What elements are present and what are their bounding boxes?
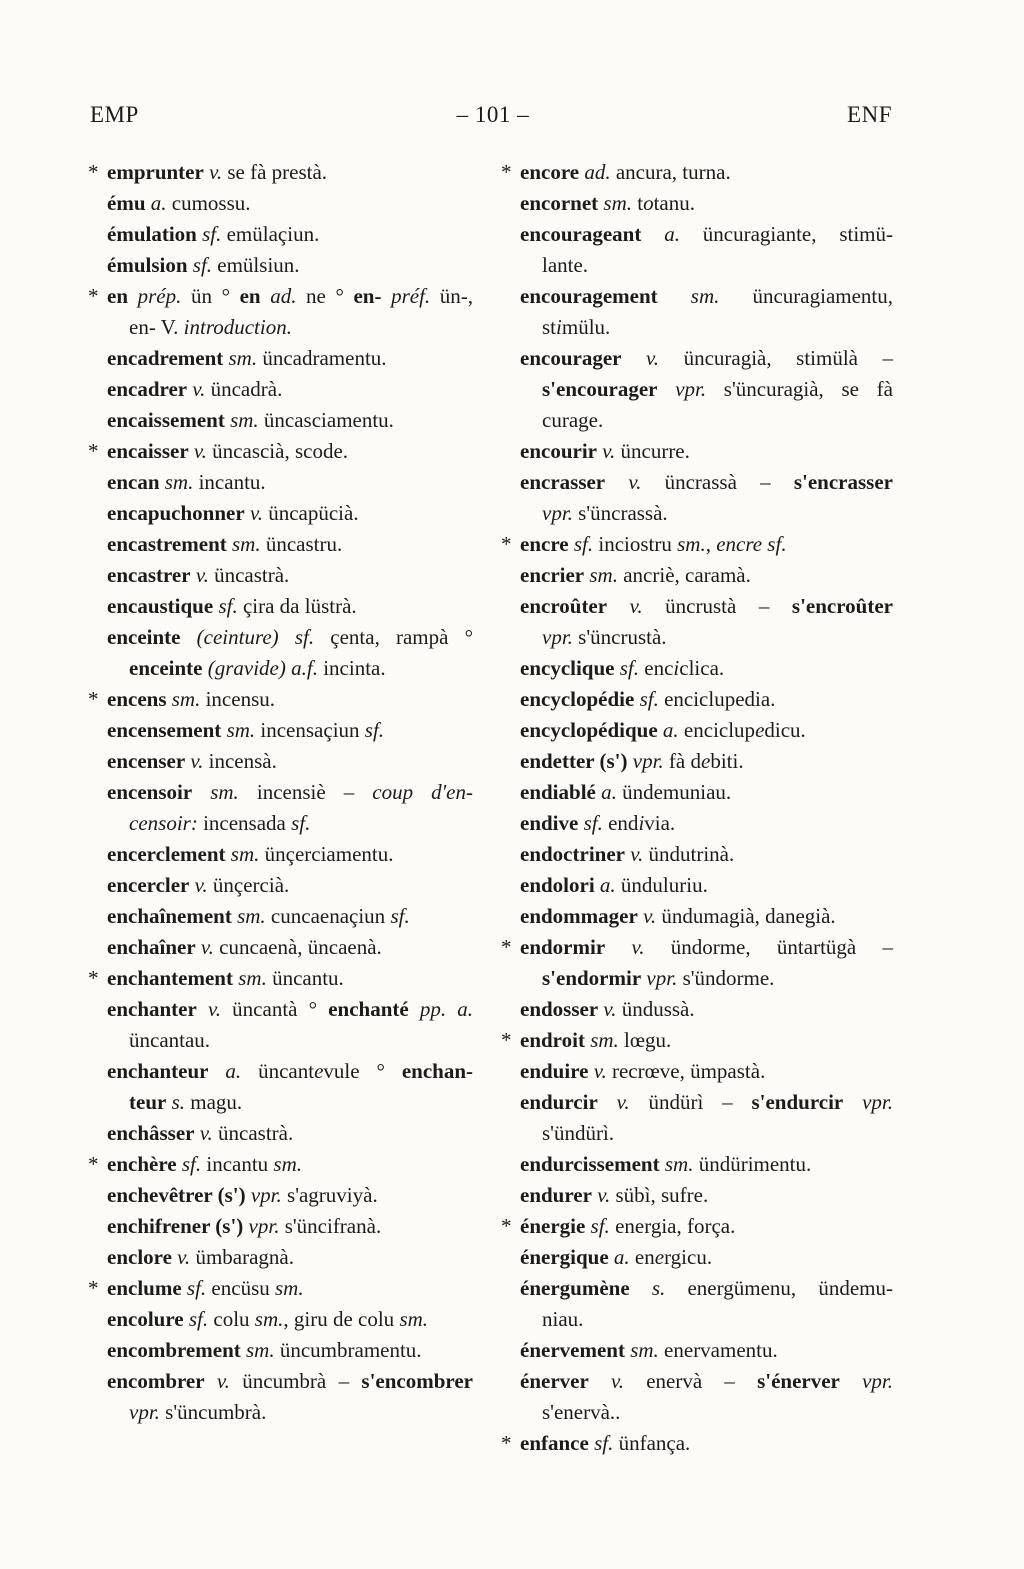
entry-line: enchanteur a. üncantevule ° enchan- [107,1059,473,1083]
dictionary-entry [88,1273,473,1304]
entry-line: encore ad. ancura, turna. [520,160,731,184]
entry-line: enchifrener (s') vpr. s'üncifranà. [107,1214,382,1238]
entry-line: encenser v. incensà. [107,749,277,773]
dictionary-entry [520,1087,893,1149]
dictionary-entry [520,343,893,436]
dictionary-entry [107,560,473,591]
dictionary-entry [107,839,473,870]
dictionary-entry [520,839,893,870]
dictionary-entry [520,994,893,1025]
page-number: – 101 – [456,102,530,127]
dictionary-entry [501,932,893,994]
entry-line: endosser v. ündussà. [520,997,695,1021]
dictionary-entry [520,1273,893,1335]
entry-line: encolure sf. colu sm., giru de colu sm. [107,1307,429,1331]
entry-line: enchaîner v. cuncaenà, üncaenà. [107,935,382,959]
entry-line: encrier sm. ancriè, caramà. [520,563,751,587]
right-column [501,157,894,1459]
dictionary-entry [107,1056,473,1118]
dictionary-entry [520,901,893,932]
entry-line: émulsion sf. emülsiun. [107,253,300,277]
asterisk-marker: * [501,532,512,556]
dictionary-entry [107,870,473,901]
dictionary-entry [107,932,473,963]
dictionary-entry [107,622,473,684]
asterisk-marker: * [501,1028,512,1052]
entry-line: encercler v. ünçercià. [107,873,290,897]
asterisk-marker: * [88,687,99,711]
dictionary-entry [107,467,473,498]
dictionary-entry [88,281,474,343]
entry-line: enduire v. recrœve, ümpastà. [520,1059,766,1083]
dictionary-entry [107,498,473,529]
entry-line: encadrer v. üncadrà. [107,377,283,401]
entry-line: curage. [542,408,604,432]
dictionary-entry [501,157,893,188]
dictionary-entry [107,250,473,281]
entry-line: encensement sm. incensaçiun sf. [107,718,385,742]
entry-line: enclume sf. encüsu sm. [107,1276,304,1300]
dictionary-entry [107,1180,473,1211]
dictionary-entry [88,684,473,715]
entry-line: censoir: incensada sf. [129,811,311,835]
entry-line: lante. [542,253,589,277]
entry-line: encan sm. incantu. [107,470,266,494]
entry-line: vpr. s'üncrassà. [542,501,668,525]
entry-line: endurer v. sübì, sufre. [520,1183,709,1207]
entry-line: énervement sm. enervamentu. [520,1338,778,1362]
entry-line: encaisser v. üncascià, scode. [107,439,349,463]
dictionary-entry [107,219,473,250]
dictionary-entry [520,870,893,901]
entry-line: vpr. s'üncrustà. [542,625,667,649]
entry-line: enclore v. ümbaragnà. [107,1245,294,1269]
entry-line: endiablé a. ündemuniau. [520,780,732,804]
dictionary-entry [107,374,473,405]
dictionary-entry [107,994,473,1056]
dictionary-entry [501,1025,893,1056]
entry-line: encourageant a. üncuragiante, stimü- [520,222,893,246]
dictionary-entry [107,529,473,560]
entry-line: s'endormir vpr. s'ündorme. [542,966,775,990]
dictionary-entry [520,653,893,684]
asterisk-marker: * [501,160,512,184]
entry-line: encens sm. incensu. [107,687,275,711]
entry-line: endurcir v. ündürì – s'endurcir vpr. [520,1090,894,1114]
entry-line: encyclopédique a. enciclupedicu. [520,718,806,742]
entry-line: enchaînement sm. cuncaenaçiun sf. [107,904,410,928]
entry-line: en- V. introduction. [129,315,292,339]
dictionary-entry [520,436,893,467]
entry-line: enceinte (ceinture) sf. çenta, rampà ° [107,625,474,649]
entry-line: endoctriner v. ündutrinà. [520,842,735,866]
dictionary-entry [520,1366,893,1428]
dictionary-entry [88,963,473,994]
entry-line: enchère sf. incantu sm. [107,1152,303,1176]
dictionary-entry [520,746,893,777]
entry-line: emprunter v. se fà prestà. [107,160,328,184]
dictionary-entry [520,1149,893,1180]
dictionary-entry [107,1242,473,1273]
dictionary-entry [520,1180,893,1211]
dictionary-entry [107,1366,473,1428]
entry-line: encre sf. inciostru sm., encre sf. [520,532,787,556]
entry-line: s'ündürì. [542,1121,615,1145]
dictionary-entry [107,188,473,219]
dictionary-entry [520,1335,893,1366]
dictionary-entry [88,157,473,188]
entry-line: vpr. s'üncumbrà. [129,1400,267,1424]
entry-line: encourager v. üncuragià, stimülà – [520,346,894,370]
dictionary-entry [107,591,473,622]
entry-line: enchevêtrer (s') vpr. s'agruviyà. [107,1183,378,1207]
dictionary-entry [520,281,893,343]
dictionary-entry [107,1335,473,1366]
entry-line: émulation sf. emülaçiun. [107,222,320,246]
entry-line: endurcissement sm. ündürimentu. [520,1152,812,1176]
dictionary-entry [107,343,473,374]
dictionary-entry [520,1056,893,1087]
entry-line: encadrement sm. üncadramentu. [107,346,387,370]
entry-line: endroit sm. lœgu. [520,1028,672,1052]
dictionary-entry [107,1304,473,1335]
entry-line: encouragement sm. üncuragiamentu, [520,284,894,308]
entry-line: endive sf. endivia. [520,811,676,835]
asterisk-marker: * [88,160,99,184]
dictionary-entry [88,436,473,467]
entry-line: encerclement sm. ünçerciamentu. [107,842,394,866]
entry-line: enfance sf. ünfança. [520,1431,691,1455]
asterisk-marker: * [88,966,99,990]
dictionary-entry [520,777,893,808]
entry-line: niau. [542,1307,584,1331]
dictionary-entry [520,219,893,281]
running-head-right: ENF [847,102,892,127]
entry-line: encaissement sm. üncasciamentu. [107,408,394,432]
entry-line: stimülu. [542,315,611,339]
entry-line: encornet sm. totanu. [520,191,695,215]
asterisk-marker: * [501,1431,512,1455]
left-column [88,157,474,1428]
entry-line: encourir v. üncurre. [520,439,690,463]
entry-line: üncantau. [129,1028,211,1052]
entry-line: endommager v. ündumagià, danegià. [520,904,836,928]
asterisk-marker: * [501,1214,512,1238]
entry-line: énergique a. energicu. [520,1245,713,1269]
dictionary-entry [107,405,473,436]
entry-line: énergie sf. energia, força. [520,1214,736,1238]
entry-line: encrasser v. üncrassà – s'encrasser [520,470,893,494]
asterisk-marker: * [501,935,512,959]
dictionary-entry [107,1118,473,1149]
entry-line: enchantement sm. üncantu. [107,966,344,990]
entry-line: énergumène s. energümenu, ündemu- [520,1276,893,1300]
dictionary-entry [520,808,893,839]
dictionary-entry [107,715,473,746]
dictionary-entry [520,467,893,529]
entry-line: encyclopédie sf. enciclupedia. [520,687,776,711]
dictionary-entry [520,188,893,219]
entry-line: endetter (s') vpr. fà debiti. [520,749,744,773]
dictionary-entry [520,1242,893,1273]
entry-line: s'enervà.. [542,1400,621,1424]
dictionary-entry [501,1428,893,1459]
entry-line: encastrement sm. üncastru. [107,532,343,556]
dictionary-entry [520,684,893,715]
entry-line: encaustique sf. çira da lüstrà. [107,594,357,618]
entry-line: enceinte (gravide) a.f. incinta. [129,656,386,680]
entry-line: encyclique sf. enciclica. [520,656,725,680]
entry-line: encastrer v. üncastrà. [107,563,290,587]
entry-line: encombrement sm. üncumbramentu. [107,1338,422,1362]
asterisk-marker: * [88,284,99,308]
dictionary-entry [501,1211,893,1242]
dictionary-entry [520,715,893,746]
entry-line: endormir v. ündorme, üntartügà – [520,935,893,959]
running-head-left: EMP [90,102,139,127]
asterisk-marker: * [88,1276,99,1300]
entry-line: énerver v. enervà – s'énerver vpr. [520,1369,893,1393]
entry-line: endolori a. ünduluriu. [520,873,708,897]
dictionary-entry [107,901,473,932]
entry-line: en prép. ün ° en ad. ne ° en- préf. ün-, [107,284,474,308]
entry-line: s'encourager vpr. s'üncuragià, se fà [542,377,893,401]
entry-line: encroûter v. üncrustà – s'encroûter [520,594,893,618]
entry-line: enchanter v. üncantà ° enchanté pp. a. [107,997,474,1021]
dictionary-entry [501,529,893,560]
asterisk-marker: * [88,1152,99,1176]
entry-line: encensoir sm. incensiè – coup d'en- [107,780,473,804]
dictionary-entry [88,1149,473,1180]
entry-line: ému a. cumossu. [107,191,251,215]
dictionary-entry [520,591,893,653]
entry-line: encombrer v. üncumbrà – s'encombrer [107,1369,473,1393]
dictionary-entry [107,777,473,839]
entry-line: enchâsser v. üncastrà. [107,1121,294,1145]
entry-line: teur s. magu. [129,1090,243,1114]
asterisk-marker: * [88,439,99,463]
entry-line: encapuchonner v. üncapücià. [107,501,359,525]
dictionary-entry [107,1211,473,1242]
page-header [90,102,892,128]
dictionary-entry [107,746,473,777]
dictionary-entry [520,560,893,591]
